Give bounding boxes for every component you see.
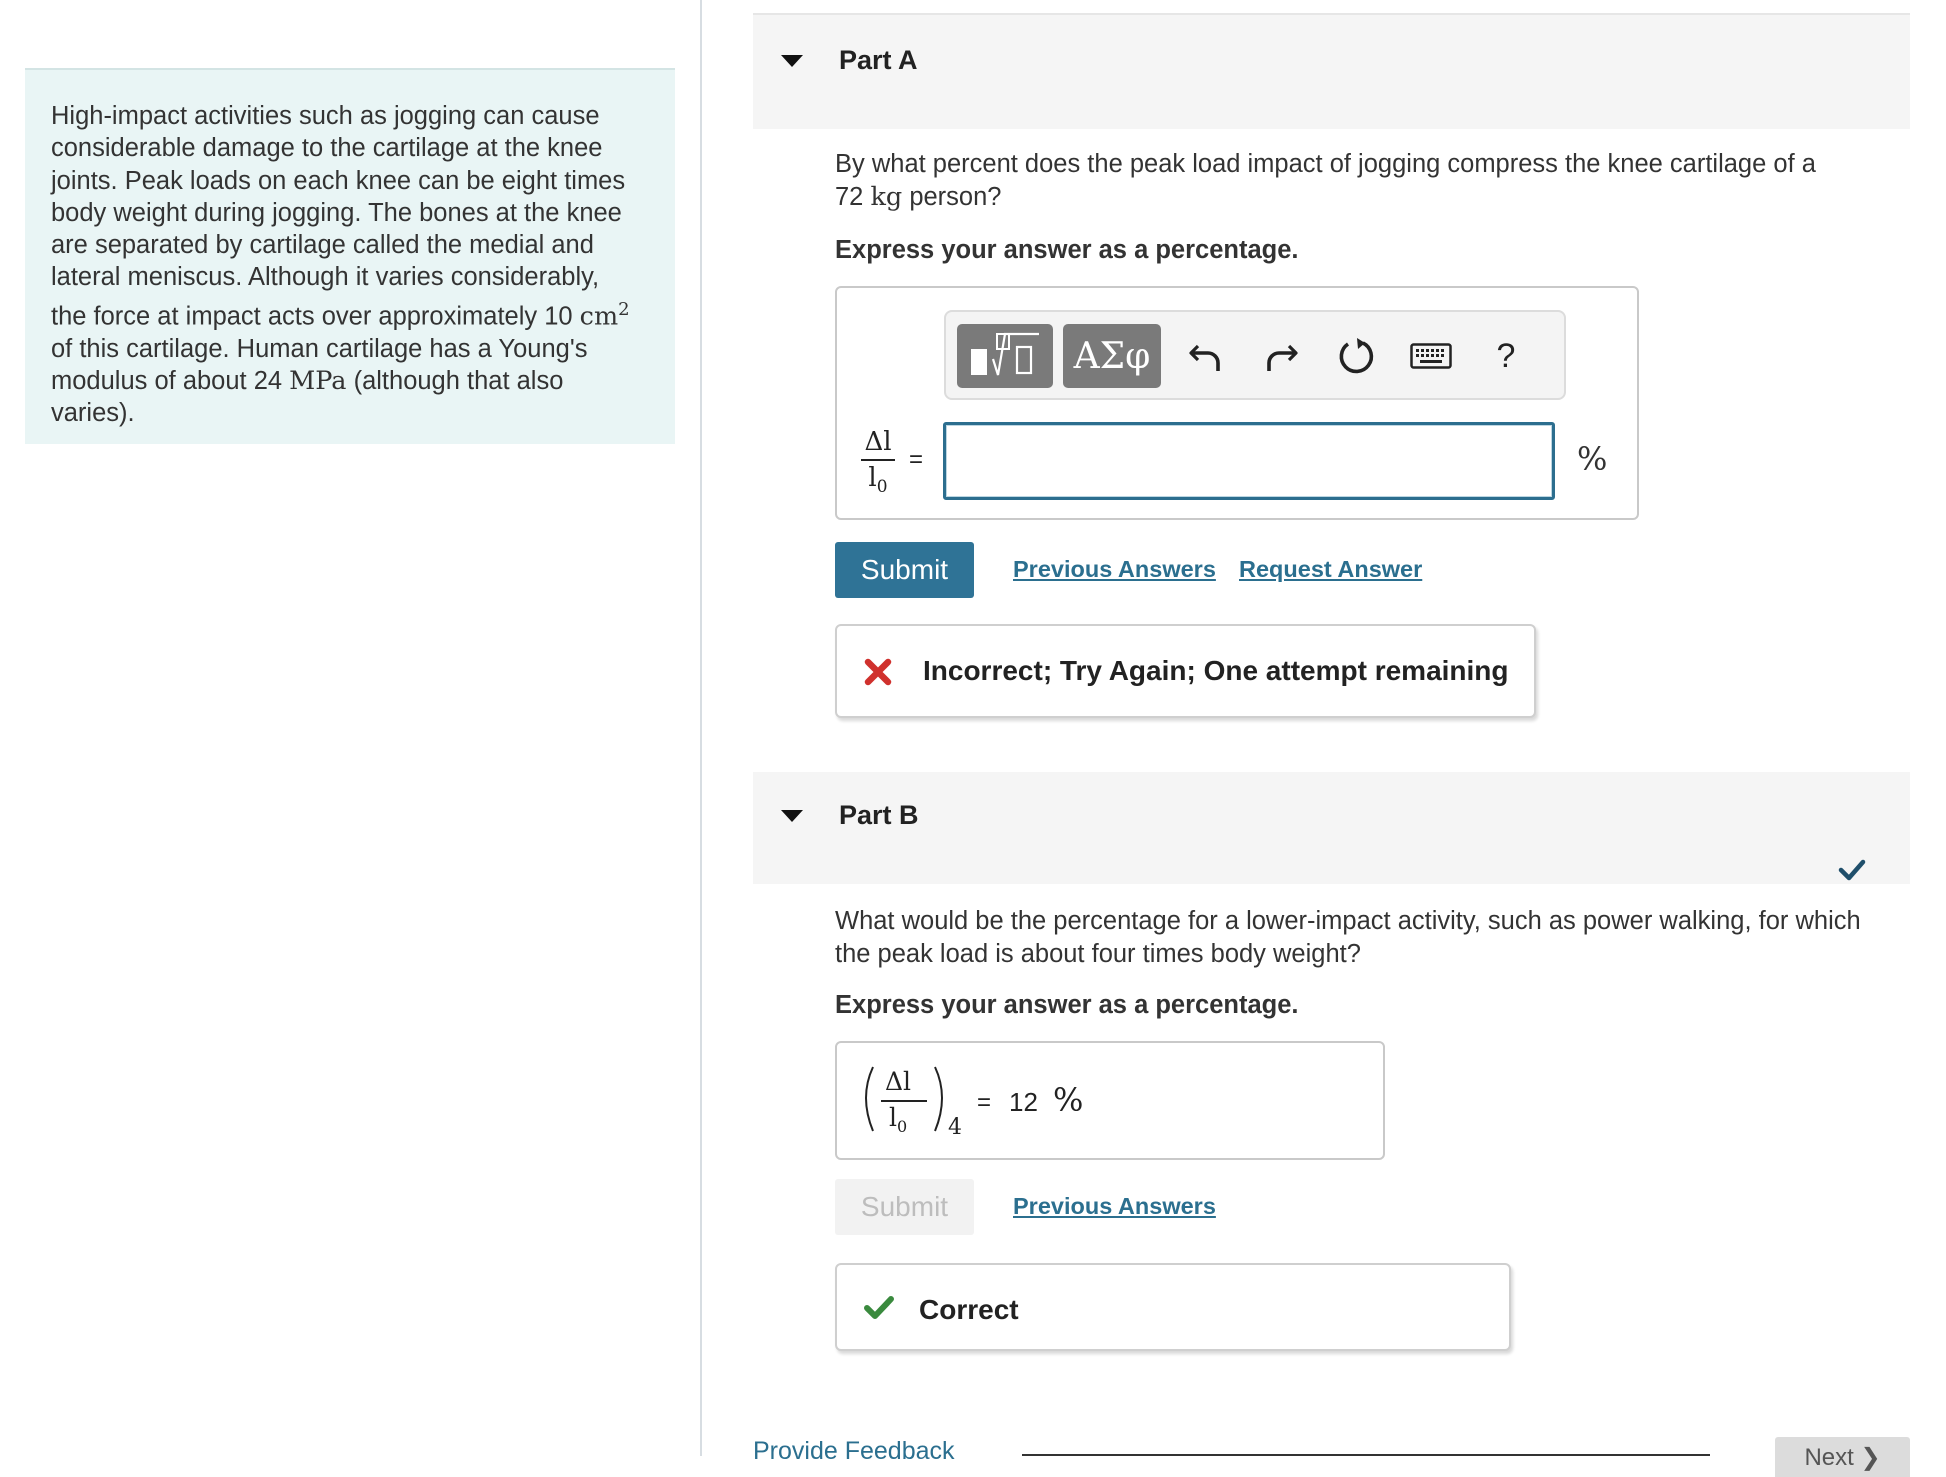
incorrect-message: Incorrect; Try Again; One attempt remaining <box>923 655 1509 686</box>
problem-line: of this cartilage. Human cartilage has a Young's <box>51 334 588 363</box>
reset-icon[interactable] <box>1333 330 1379 382</box>
problem-line: are separated by cartilage called the medial and <box>51 231 594 260</box>
help-button[interactable]: ? <box>1496 336 1516 375</box>
undo-icon[interactable] <box>1183 330 1229 382</box>
subscript-4: 4 <box>948 1115 962 1140</box>
redo-icon[interactable] <box>1258 330 1304 382</box>
part-a-instruction: Express your answer as a percentage. <box>835 236 1299 264</box>
collapse-caret-icon[interactable] <box>781 810 803 822</box>
incorrect-feedback <box>835 624 1536 718</box>
column-divider <box>700 0 702 1456</box>
part-b-header[interactable] <box>753 772 1910 884</box>
keyboard-icon[interactable] <box>1408 330 1454 382</box>
submit-button-disabled: Submit <box>835 1179 974 1235</box>
correct-check-icon <box>864 1295 894 1321</box>
delta-l-over-l0: Δl $l_0$ <box>861 428 895 501</box>
problem-line: varies). <box>51 399 135 428</box>
equals-sign: = <box>909 446 924 473</box>
previous-answers-link[interactable]: Previous Answers <box>1013 1193 1216 1219</box>
equals-sign: = <box>977 1089 992 1116</box>
answer-input[interactable] <box>943 422 1555 500</box>
fraction-denominator: $l_0$ <box>889 1103 908 1136</box>
previous-answers-link[interactable]: Previous Answers <box>1013 556 1216 582</box>
problem-line: modulus of about 24 MPa (although that also <box>51 365 564 396</box>
part-b-answer-box <box>835 1041 1385 1160</box>
answer-value: 12 <box>1009 1087 1038 1117</box>
part-a-answer-box <box>835 286 1639 520</box>
math-toolbar <box>944 310 1566 400</box>
incorrect-x-icon <box>864 658 892 686</box>
correct-feedback <box>835 1263 1511 1351</box>
problem-line: considerable damage to the cartilage at the knee <box>51 134 603 163</box>
greek-symbols-button[interactable]: ΑΣφ <box>1063 324 1161 388</box>
problem-line: body weight during jogging. The bones at the knee <box>51 198 622 227</box>
provide-feedback-link[interactable]: Provide Feedback <box>753 1437 955 1465</box>
percent-unit: % <box>1053 1081 1084 1119</box>
part-b-title: Part B <box>839 800 919 830</box>
templates-icon <box>965 331 1045 381</box>
part-a-header[interactable] <box>753 13 1910 129</box>
collapse-caret-icon[interactable] <box>781 55 803 67</box>
percent-unit: % <box>1577 440 1608 478</box>
part-a-question: By what percent does the peak load impact of jogging compress the knee cartilage of a 72 kg person? <box>835 150 1816 212</box>
problem-statement <box>25 68 675 444</box>
templates-button[interactable] <box>957 324 1053 388</box>
fraction-numerator: Δl <box>885 1067 912 1096</box>
request-answer-link[interactable]: Request Answer <box>1239 556 1423 582</box>
problem-line: lateral meniscus. Although it varies considerably, <box>51 263 600 292</box>
part-b-question: What would be the percentage for a lower-impact activity, such as power walking, for which the peak load is about four times body weight? <box>835 907 1861 968</box>
problem-line: the force at impact acts over approximately 10 $cm^2$ <box>51 298 630 332</box>
submit-button[interactable]: Submit <box>835 542 974 598</box>
correct-message: Correct <box>919 1294 1019 1325</box>
problem-line: High-impact activities such as jogging can cause <box>51 102 600 130</box>
problem-line: joints. Peak loads on each knee can be eight times <box>51 166 626 195</box>
part-a-title: Part A <box>839 45 918 75</box>
completed-check-icon <box>1838 858 1866 882</box>
part-b-instruction: Express your answer as a percentage. <box>835 991 1299 1019</box>
next-button[interactable]: Next ❯ <box>1775 1437 1910 1477</box>
